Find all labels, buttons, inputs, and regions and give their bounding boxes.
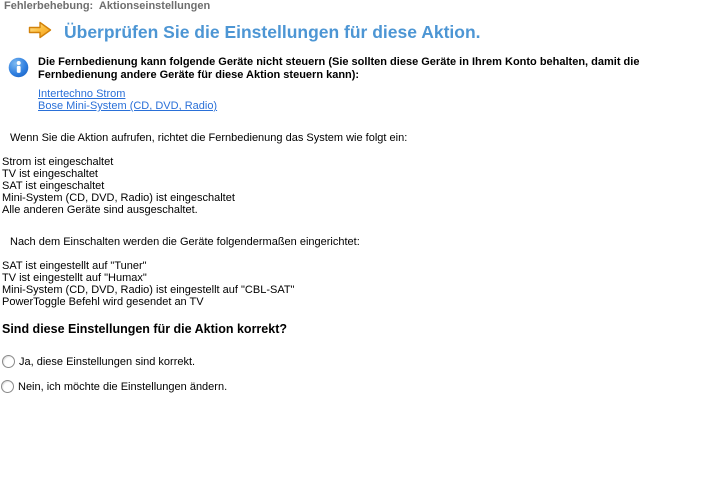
on-start-intro: Wenn Sie die Aktion aufrufen, richtet die Fernbedienung das System wie folgt ein:	[10, 132, 408, 144]
option-yes[interactable]	[2, 355, 195, 368]
arrow-right-icon	[28, 19, 52, 46]
after-power-on-intro: Nach dem Einschalten werden die Geräte folgendermaßen eingerichtet:	[10, 236, 360, 248]
state-line: SAT ist eingestellt auf "Tuner"	[2, 260, 147, 272]
device-links	[38, 88, 690, 112]
state-line: TV ist eingestellt auf "Humax"	[2, 272, 147, 284]
info-message: Die Fernbedienung kann folgende Geräte nicht steuern (Sie sollten diese Geräte in Ihrem Konto behalten, damit die Fernbedienung andere Geräte für diese Aktion steuern kann):	[38, 56, 640, 81]
radio-no[interactable]	[1, 380, 14, 393]
radio-no-label[interactable]: Nein, ich möchte die Einstellungen ändern.	[18, 381, 228, 393]
radio-yes[interactable]	[2, 355, 15, 368]
state-line: Strom ist eingeschaltet	[2, 156, 114, 168]
state-line: Mini-System (CD, DVD, Radio) ist eingeschaltet	[2, 192, 235, 204]
option-no[interactable]	[1, 380, 227, 393]
info-content	[38, 56, 690, 112]
after-power-on-state-list	[2, 260, 294, 308]
heading-row	[28, 19, 481, 46]
page-title: Überprüfen Sie die Einstellungen für diese Aktion.	[64, 22, 481, 42]
state-line: Alle anderen Geräte sind ausgeschaltet.	[2, 204, 198, 216]
radio-yes-label[interactable]: Ja, diese Einstellungen sind korrekt.	[19, 356, 196, 368]
breadcrumb: Fehlerbehebung: Aktionseinstellungen	[4, 0, 211, 12]
device-link-intertechno-strom[interactable]: Intertechno Strom	[38, 88, 126, 100]
device-link-bose-mini-system[interactable]: Bose Mini-System (CD, DVD, Radio)	[38, 100, 218, 112]
info-section	[8, 56, 694, 112]
state-line: PowerToggle Befehl wird gesendet an TV	[2, 296, 204, 308]
info-icon	[8, 57, 29, 112]
on-start-state-list	[2, 156, 235, 216]
state-line: SAT ist eingeschaltet	[2, 180, 105, 192]
state-line: TV ist eingeschaltet	[2, 168, 98, 180]
state-line: Mini-System (CD, DVD, Radio) ist eingestellt auf "CBL-SAT"	[2, 284, 295, 296]
settings-correct-question: Sind diese Einstellungen für die Aktion korrekt?	[2, 322, 287, 336]
